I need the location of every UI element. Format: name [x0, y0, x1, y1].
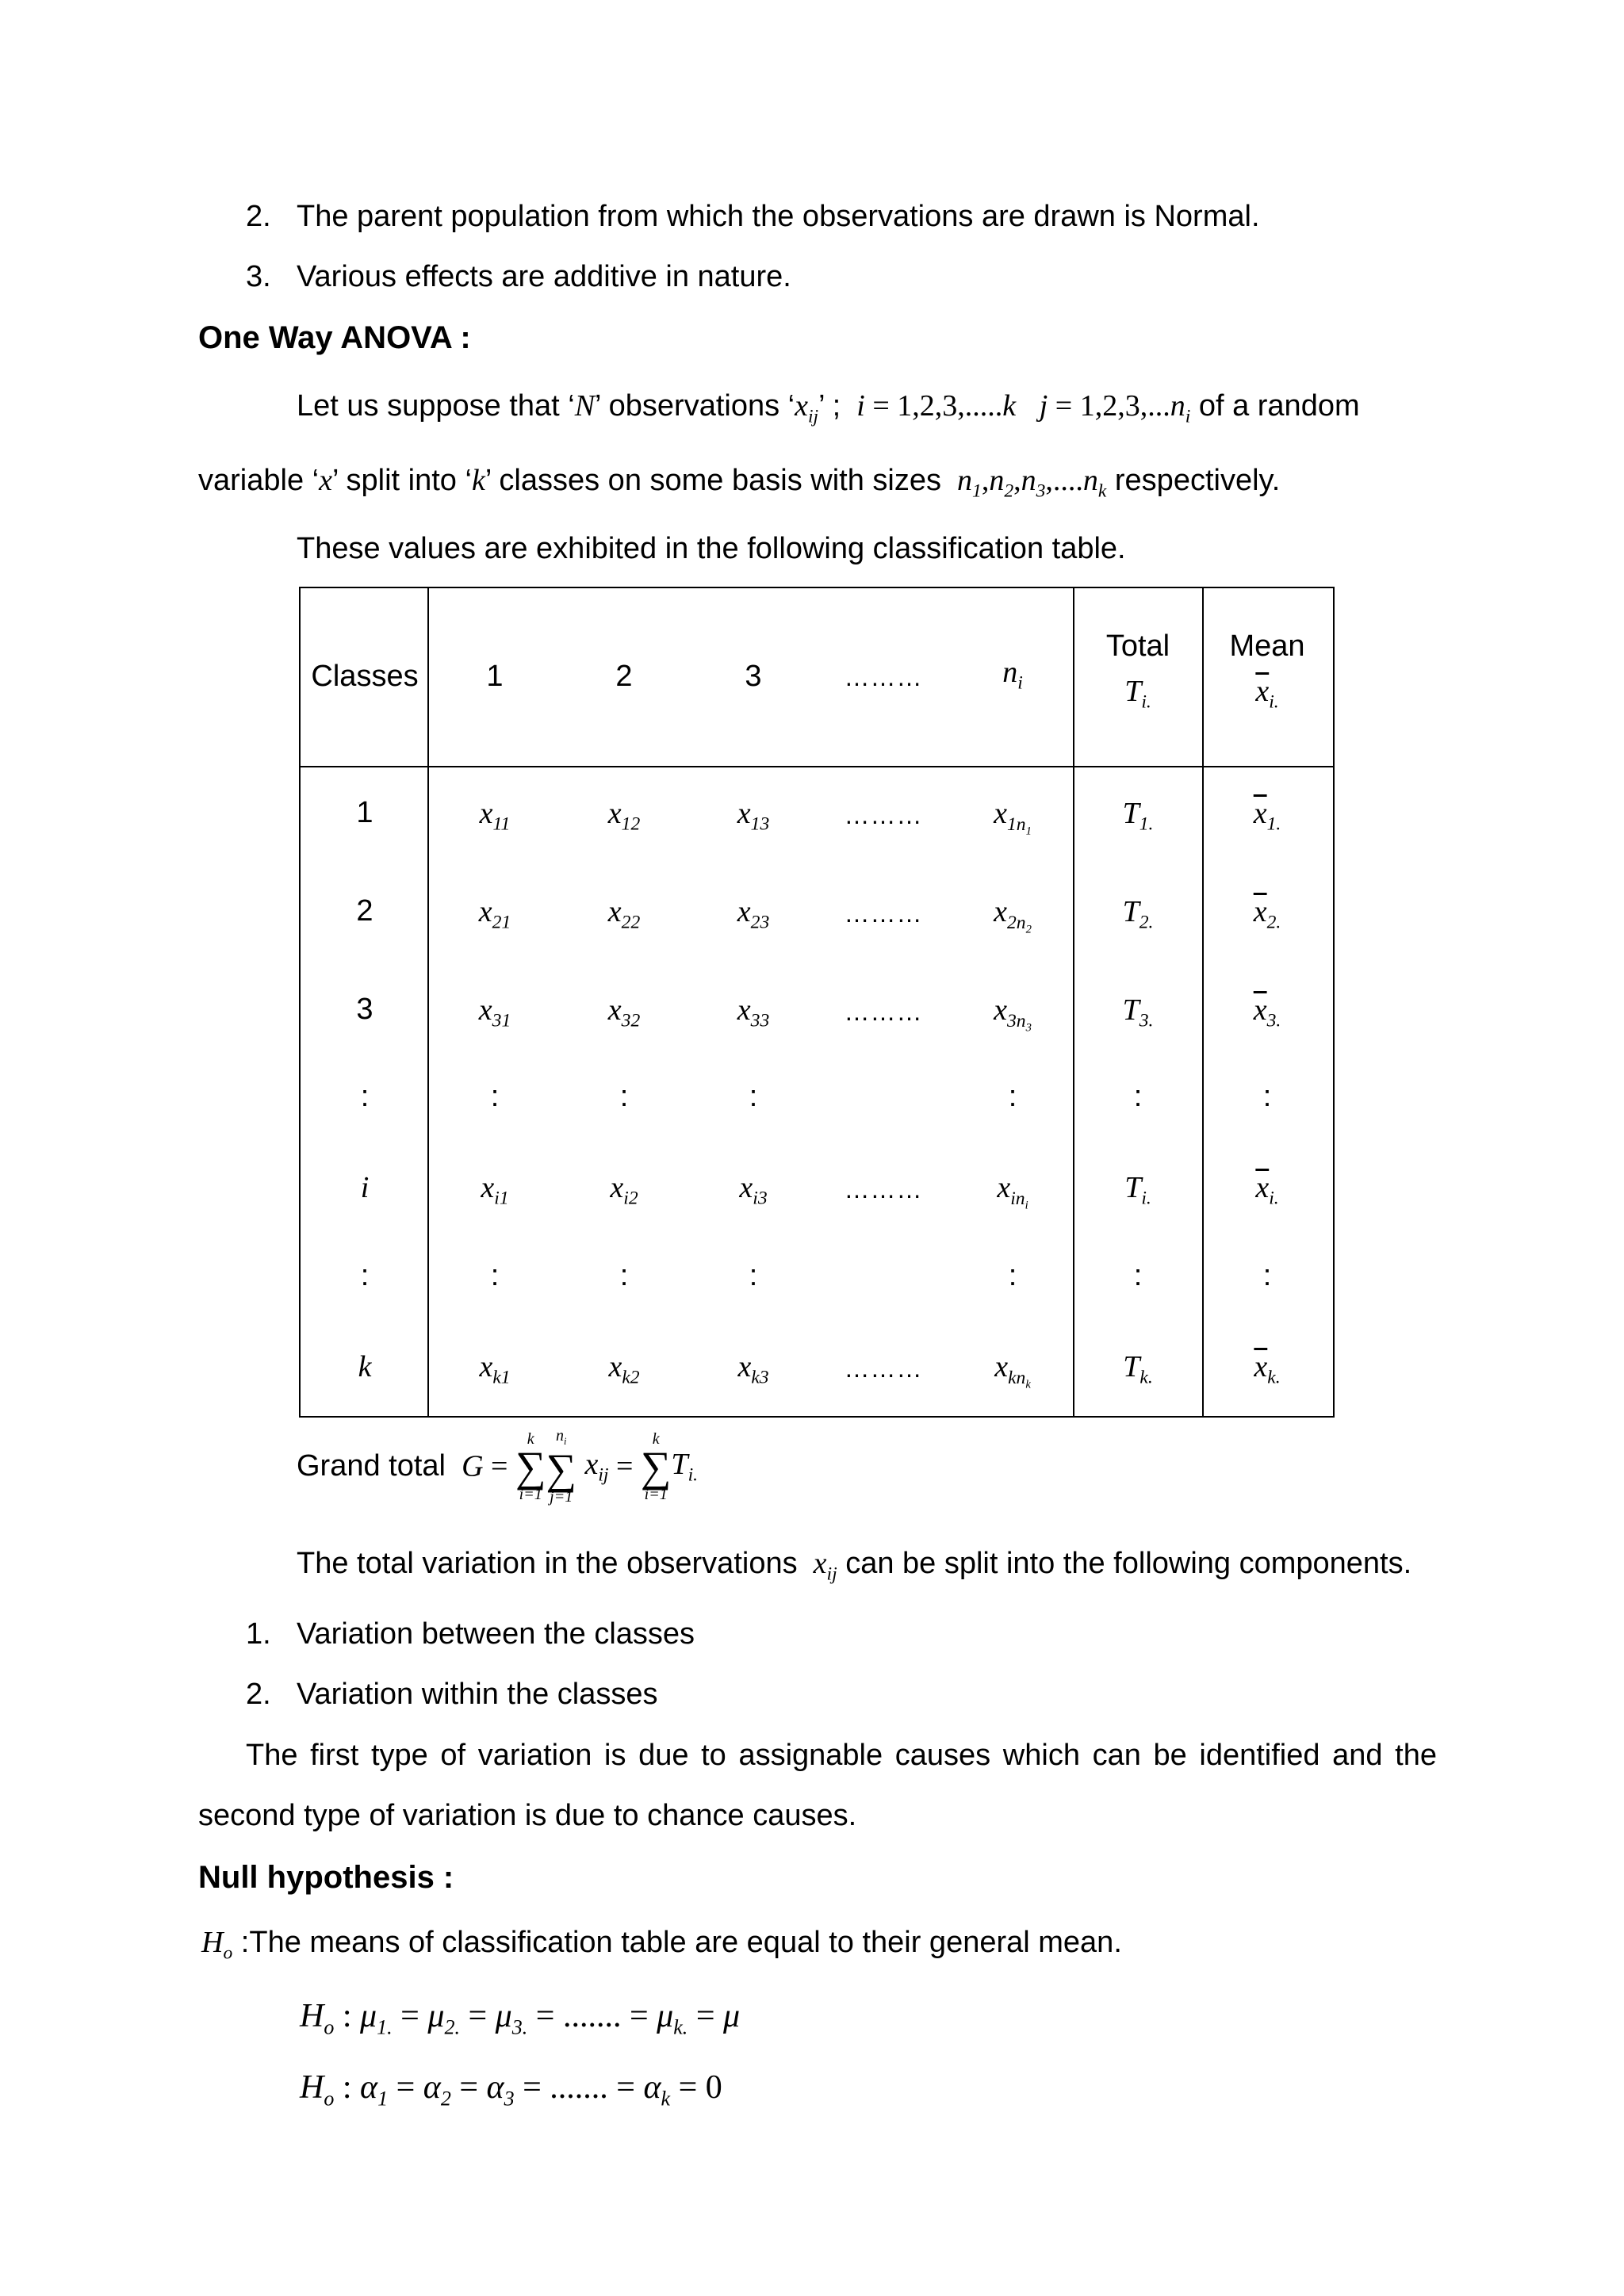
table-cell-dots: ………	[844, 899, 923, 928]
header-classes: Classes	[311, 660, 419, 693]
row-label: 1	[356, 796, 373, 829]
header-mean: Mean	[1229, 629, 1305, 663]
row-label-k: k	[358, 1350, 372, 1383]
table-cell: $x_{12}$	[607, 797, 641, 835]
row-label-i: i	[360, 1171, 370, 1204]
first-type-line-2: second type of variation is due to chance causes.	[198, 1799, 857, 1832]
table-cell-total: $T_{i.}$	[1124, 1171, 1151, 1209]
header-total: Total	[1105, 629, 1170, 663]
table-cell-colon: :	[619, 1259, 629, 1292]
table-cell-colon: :	[619, 1080, 629, 1113]
table-cell-total: $T_{k.}$	[1123, 1350, 1153, 1388]
table-cell-colon: :	[1262, 1259, 1272, 1292]
null-hypothesis-effects: $H_o$ : $\alpha_1 = \alpha_2 = \alpha_3$ = ....... = $\alpha_k = 0$	[300, 2069, 722, 2110]
table-cell-colon: :	[1133, 1080, 1143, 1113]
table-cell: $x_{22}$	[607, 895, 641, 933]
row-label-colon: :	[360, 1259, 370, 1292]
table-cell-colon: :	[490, 1080, 500, 1113]
grand-total-formula: Grand total G = k ∑ i=1 $n_i$ ∑ j=1 $x_{ij}$ = k ∑ i=1 $T_{i.}$	[297, 1427, 698, 1506]
table-cell-total: $T_{2.}$	[1122, 895, 1154, 933]
null-hypothesis-statement: $H_o$ :The means of classification table are equal to their general mean.	[201, 1926, 1122, 1964]
table-cell: $x_{in_i}$	[997, 1171, 1028, 1212]
table-cell-total: $T_{3.}$	[1122, 993, 1154, 1031]
table-cell-mean: $\overline{x}_{3.}$	[1253, 993, 1281, 1031]
table-cell-colon: :	[1133, 1259, 1143, 1292]
table-cell-colon: :	[1262, 1080, 1272, 1113]
row-label: 2	[356, 894, 373, 928]
table-cell: $x_{k2}$	[608, 1350, 640, 1388]
component-text: Variation within the classes	[297, 1678, 658, 1711]
table-cell: $x_{3n_3}$	[994, 993, 1032, 1035]
row-label: 3	[356, 993, 373, 1026]
list-number: 1.	[246, 1617, 271, 1651]
grand-total-label: Grand total	[297, 1449, 446, 1483]
table-cell: $x_{32}$	[607, 993, 641, 1031]
table-cell-colon: :	[1008, 1259, 1017, 1292]
header-col: 1	[486, 660, 504, 693]
component-text: Variation between the classes	[297, 1617, 695, 1651]
table-cell: $x_{21}$	[478, 895, 511, 933]
table-cell: $x_{k3}$	[737, 1350, 769, 1388]
table-cell: $x_{i2}$	[610, 1171, 638, 1209]
table-cell: $x_{13}$	[737, 797, 770, 835]
list-number: 3.	[246, 260, 271, 293]
table-cell-colon: :	[749, 1080, 758, 1113]
table-cell-dots: ………	[844, 1354, 923, 1383]
intro-paragraph-line-3: These values are exhibited in the following classification table.	[297, 532, 1126, 565]
table-cell-colon: :	[490, 1259, 500, 1292]
header-col-dots: ………	[844, 663, 923, 691]
intro-paragraph-line-1: Let us suppose that ‘N’ observations ‘$x_{ij}$’ ; i = 1,2,3,.....k $j = 1,2,3,...n_i$ of a random	[297, 389, 1360, 427]
list-number: 2.	[246, 1678, 271, 1711]
table-cell-colon: :	[1008, 1080, 1017, 1113]
table-cell: $x_{31}$	[478, 993, 511, 1031]
table-cell: $x_{i1}$	[481, 1171, 509, 1209]
table-cell: $x_{k1}$	[479, 1350, 511, 1388]
header-col: 3	[745, 660, 762, 693]
table-cell-mean: $\overline{x}_{1.}$	[1253, 797, 1281, 835]
table-cell-dots: ………	[844, 997, 923, 1026]
header-col: 2	[615, 660, 633, 693]
header-mean-symbol: $\overline{x}_{i.}$	[1255, 675, 1279, 713]
table-cell-mean: $\overline{x}_{2.}$	[1253, 895, 1281, 933]
table-cell: $x_{33}$	[737, 993, 770, 1031]
section-heading-null-hypothesis: Null hypothesis :	[198, 1860, 454, 1895]
section-heading-one-way-anova: One Way ANOVA :	[198, 320, 471, 355]
table-cell: $x_{1n_1}$	[994, 797, 1032, 838]
variation-intro: The total variation in the observations $x_{ij}$ can be split into the following components.	[297, 1547, 1412, 1585]
table-cell-dots: ………	[844, 1175, 923, 1203]
assumption-text: Various effects are additive in nature.	[297, 260, 791, 293]
classification-table	[299, 587, 1335, 1418]
null-hypothesis-means: $H_o$ : $\mu_{1.} = \mu_{2.} = \mu_{3.}$ = ....... = $\mu_{k.} = \mu$	[300, 1998, 741, 2039]
table-cell-dots: ………	[844, 801, 923, 829]
intro-paragraph-line-2: variable ‘x’ split into ‘k’ classes on some basis with sizes $n_1,n_2,n_3,....n_k$ respectively.	[198, 464, 1281, 502]
table-cell-mean: $\overline{x}_{k.}$	[1254, 1350, 1281, 1388]
table-cell-colon: :	[749, 1259, 758, 1292]
table-cell-total: $T_{1.}$	[1122, 797, 1154, 835]
header-total-symbol: $T_{i.}$	[1124, 675, 1151, 713]
table-cell: $x_{i3}$	[739, 1171, 768, 1209]
list-number: 2.	[246, 200, 271, 233]
table-cell-mean: $\overline{x}_{i.}$	[1255, 1171, 1279, 1209]
table-cell: $x_{kn_k}$	[994, 1350, 1031, 1391]
row-label-colon: :	[360, 1080, 370, 1113]
table-cell: $x_{2n_2}$	[994, 895, 1032, 936]
header-col-ni: $n_i$	[1002, 656, 1023, 694]
table-cell: $x_{11}$	[479, 797, 511, 835]
first-type-line-1: The first type of variation is due to assignable causes which can be identified and the	[246, 1739, 1437, 1772]
assumption-text: The parent population from which the observations are drawn is Normal.	[297, 200, 1260, 233]
table-cell: $x_{23}$	[737, 895, 770, 933]
